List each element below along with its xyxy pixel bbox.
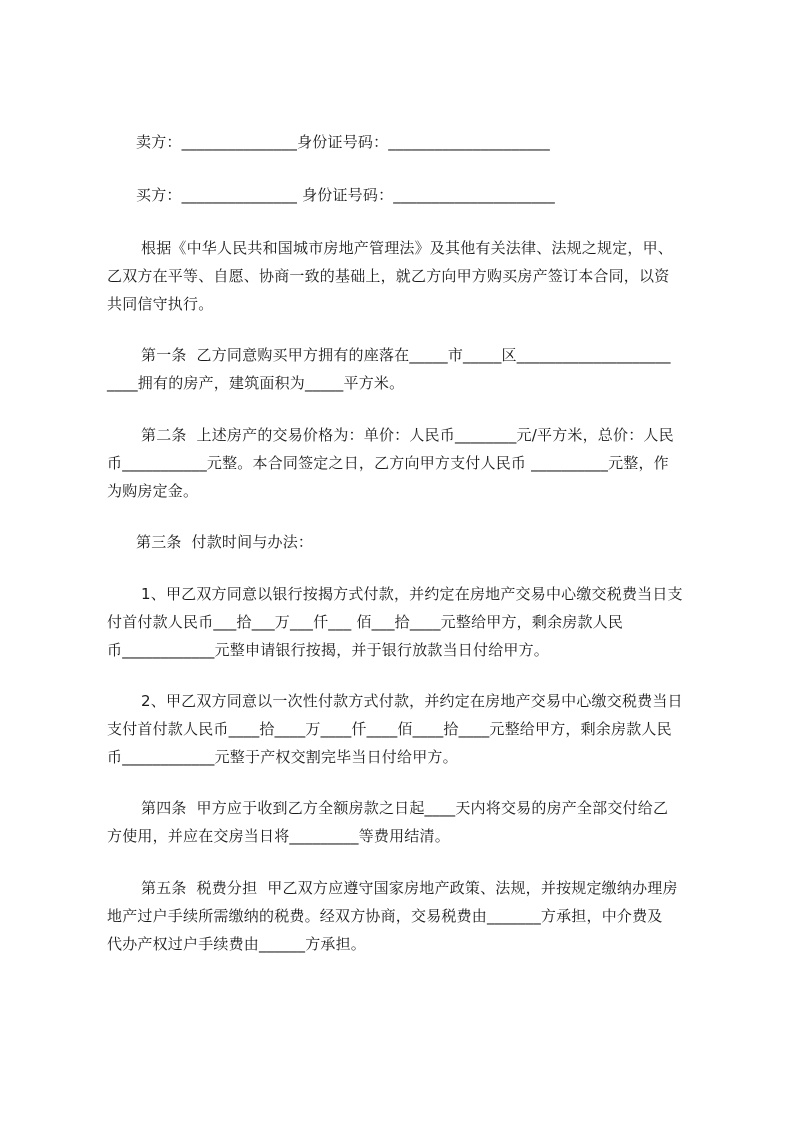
- preamble-line-3: 共同信守执行。: [107, 295, 214, 313]
- article5-line-1: 第五条 税费分担 甲乙双方应遵守国家房地产政策、法规，并按规定缴纳办理房: [141, 879, 678, 897]
- article1-line-2: ____拥有的房产，建筑面积为_____平方米。: [107, 374, 405, 392]
- buyer-line: 买方：_______________ 身份证号码：_____________________: [136, 186, 555, 204]
- article4-line-1: 第四条 甲方应于收到乙方全额房款之日起____天内将交易的房产全部交付给乙: [141, 799, 669, 817]
- article5-line-2: 地产过户手续所需缴纳的税费。经双方协商，交易税费由_______方承担，中介费及: [107, 907, 663, 925]
- preamble-line-2: 乙双方在平等、自愿、协商一致的基础上，就乙方向甲方购买房产签订本合同，以资: [107, 267, 670, 285]
- article2-line-2: 币___________元整。本合同签定之日，乙方向甲方支付人民币 __________元整，作: [107, 454, 669, 472]
- article3-item2-line-3: 币____________元整于产权交割完毕当日付给甲方。: [107, 748, 458, 766]
- article4-line-2: 方使用，并应在交房当日将_________等费用结清。: [107, 827, 450, 845]
- article2-line-3: 为购房定金。: [107, 482, 199, 500]
- preamble-line-1: 根据《中华人民共和国城市房地产管理法》及其他有关法律、法规之规定，甲、: [141, 239, 674, 257]
- article3-item2-line-2: 支付首付款人民币____拾____万____仟____佰____拾____元整给甲方，剩余房款人民: [107, 720, 672, 738]
- article5-line-3: 代办产权过户手续费由______方承担。: [107, 935, 367, 953]
- seller-line: 卖方：_______________身份证号码：_____________________: [136, 133, 551, 151]
- article1-line-1: 第一条 乙方同意购买甲方拥有的座落在_____市_____区____________________: [141, 346, 671, 364]
- article3-item1-line-1: 1、甲乙双方同意以银行按揭方式付款，并约定在房地产交易中心缴交税费当日支: [141, 585, 683, 603]
- article3-title: 第三条 付款时间与办法：: [136, 533, 314, 551]
- article3-item1-line-3: 币____________元整申请银行按揭，并于银行放款当日付给甲方。: [107, 641, 550, 659]
- article3-item2-line-1: 2、甲乙双方同意以一次性付款方式付款，并约定在房地产交易中心缴交税费当日: [141, 692, 683, 710]
- article3-item1-line-2: 付首付款人民币___拾___万___仟___ 佰___拾____元整给甲方，剩余房款人民: [107, 613, 624, 631]
- article2-line-1: 第二条 上述房产的交易价格为：单价：人民币________元/平方米，总价：人民: [141, 426, 674, 444]
